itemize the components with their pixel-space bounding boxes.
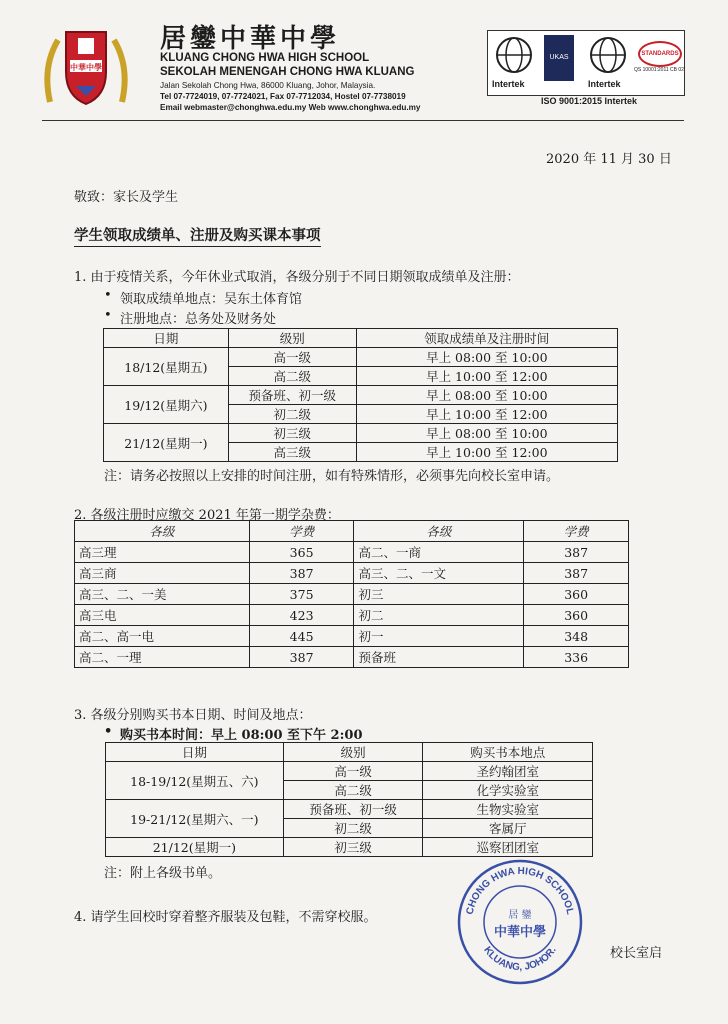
column-header: 级别 bbox=[228, 329, 356, 348]
table-header-row bbox=[104, 329, 618, 348]
table-header-row bbox=[75, 521, 629, 542]
fees-table bbox=[74, 520, 629, 668]
standards-code: QS 10001:2011 CB 02 bbox=[634, 67, 684, 73]
book-purchase-table bbox=[105, 742, 593, 857]
location-cell: 客属厅 bbox=[423, 819, 593, 838]
grade-cell: 高三理 bbox=[75, 542, 250, 563]
fee-cell: 445 bbox=[249, 626, 354, 647]
fee-cell: 387 bbox=[524, 542, 629, 563]
table-row bbox=[75, 647, 629, 668]
school-stamp-seal bbox=[456, 858, 584, 986]
grade-cell: 高二、一理 bbox=[75, 647, 250, 668]
iso-label: ISO 9001:2015 Intertek bbox=[541, 96, 638, 106]
grade-cell: 高三、二、一文 bbox=[354, 563, 524, 584]
fee-cell: 387 bbox=[524, 563, 629, 584]
paragraph-1: 1. 由于疫情关系，今年休业式取消，各级分别于不同日期领取成绩单及注册： bbox=[74, 270, 520, 285]
stamp-bottom-text: KLUANG, JOHOR. bbox=[481, 944, 559, 974]
table-row bbox=[75, 584, 629, 605]
school-address: Jalan Sekolah Chong Hwa, 86000 Kluang, Johor, Malaysia. bbox=[160, 81, 376, 90]
grade-cell: 初二级 bbox=[228, 405, 356, 424]
school-contact: Tel 07-7724019, 07-7724021, Fax 07-7712034, Hostel 07-7738019 bbox=[160, 92, 406, 101]
table-row bbox=[104, 386, 618, 405]
date-cell: 21/12(星期一) bbox=[104, 424, 229, 462]
time-cell: 早上 10:00 至 12:00 bbox=[356, 367, 617, 386]
grade-cell: 初二 bbox=[354, 605, 524, 626]
column-header: 各级 bbox=[354, 521, 524, 542]
date-cell: 18-19/12(星期五、六) bbox=[106, 762, 284, 800]
bullet-register-location: • 注册地点：总务处及财务处 bbox=[120, 308, 276, 327]
svg-text:KLUANG, JOHOR. bbox=[481, 945, 558, 973]
letter-title: 学生领取成绩单、注册及购买课本事项 bbox=[74, 224, 321, 247]
date-cell: 18/12(星期五) bbox=[104, 348, 229, 386]
time-cell: 早上 08:00 至 10:00 bbox=[356, 348, 617, 367]
column-header: 学费 bbox=[524, 521, 629, 542]
school-email-web: Email webmaster@chonghwa.edu.my Web www.chonghwa.edu.my bbox=[160, 103, 421, 112]
stamp-center-top: 居 鑾 bbox=[508, 910, 532, 921]
fee-cell: 360 bbox=[524, 584, 629, 605]
school-name-english: KLUANG CHONG HWA HIGH SCHOOL bbox=[160, 52, 370, 64]
grade-cell: 高一级 bbox=[228, 348, 356, 367]
time-cell: 早上 10:00 至 12:00 bbox=[356, 405, 617, 424]
fee-cell: 387 bbox=[249, 647, 354, 668]
school-name-malay: SEKOLAH MENENGAH CHONG HWA KLUANG bbox=[160, 66, 415, 78]
stamp-ring-text: CHONG HWA HIGH SCHOOL bbox=[464, 865, 576, 916]
time-cell: 早上 08:00 至 10:00 bbox=[356, 424, 617, 443]
grade-cell: 初一 bbox=[354, 626, 524, 647]
column-header: 购买书本地点 bbox=[423, 743, 593, 762]
table-row bbox=[104, 424, 618, 443]
intertek-globe-icon bbox=[588, 35, 628, 77]
grade-cell: 预备班、初一级 bbox=[283, 800, 423, 819]
column-header: 领取成绩单及注册时间 bbox=[356, 329, 617, 348]
certification-logos bbox=[487, 30, 685, 96]
date-cell: 19-21/12(星期六、一) bbox=[106, 800, 284, 838]
column-header: 级别 bbox=[283, 743, 423, 762]
bullet-book-time: • 购买书本时间：早上 08:00 至下午 2:00 bbox=[120, 724, 363, 743]
column-header: 各级 bbox=[75, 521, 250, 542]
letter-date: 2020 年 11 月 30 日 bbox=[546, 152, 672, 167]
grade-cell: 高二级 bbox=[228, 367, 356, 386]
ukas-badge: UKAS bbox=[544, 35, 574, 81]
standards-badge: STANDARDS bbox=[638, 41, 682, 67]
grade-cell: 初三级 bbox=[228, 424, 356, 443]
fee-cell: 387 bbox=[249, 563, 354, 584]
bullet-report-location: • 领取成绩单地点：吴东土体育馆 bbox=[120, 288, 302, 307]
paragraph-3: 3. 各级分别购买书本日期、时间及地点： bbox=[74, 708, 312, 723]
grade-cell: 高二级 bbox=[283, 781, 423, 800]
time-cell: 早上 10:00 至 12:00 bbox=[356, 443, 617, 462]
school-name-chinese: 居鑾中華中學 bbox=[160, 24, 341, 54]
fee-cell: 336 bbox=[524, 647, 629, 668]
grade-cell: 高三电 bbox=[75, 605, 250, 626]
table-row bbox=[75, 605, 629, 626]
grade-cell: 高一级 bbox=[283, 762, 423, 781]
header-divider bbox=[42, 120, 684, 121]
fee-cell: 365 bbox=[249, 542, 354, 563]
grade-cell: 高三、二、一美 bbox=[75, 584, 250, 605]
paragraph-4: 4. 请学生回校时穿着整齐服装及包鞋，不需穿校服。 bbox=[74, 910, 377, 925]
note-registration: 注：请务必按照以上安排的时间注册，如有特殊情形，必须事先向校长室申请。 bbox=[104, 469, 560, 484]
fee-cell: 375 bbox=[249, 584, 354, 605]
grade-cell: 高三商 bbox=[75, 563, 250, 584]
signature-office: 校长室启 bbox=[610, 946, 663, 961]
registration-schedule-table bbox=[103, 328, 618, 462]
table-row bbox=[75, 626, 629, 647]
location-cell: 巡察团团室 bbox=[423, 838, 593, 857]
cert-label-3: Intertek bbox=[588, 79, 621, 89]
fee-cell: 360 bbox=[524, 605, 629, 626]
table-header-row bbox=[106, 743, 593, 762]
location-cell: 化学实验室 bbox=[423, 781, 593, 800]
location-cell: 圣约翰团室 bbox=[423, 762, 593, 781]
date-cell: 19/12(星期六) bbox=[104, 386, 229, 424]
grade-cell: 初二级 bbox=[283, 819, 423, 838]
grade-cell: 初三 bbox=[354, 584, 524, 605]
grade-cell: 高二、高一电 bbox=[75, 626, 250, 647]
grade-cell: 高三级 bbox=[228, 443, 356, 462]
table-row bbox=[106, 800, 593, 819]
fee-cell: 423 bbox=[249, 605, 354, 626]
table-row bbox=[75, 563, 629, 584]
grade-cell: 初三级 bbox=[283, 838, 423, 857]
paragraph-2: 2. 各级注册时应缴交 2021 年第一期学杂费： bbox=[74, 508, 340, 523]
intertek-globe-icon bbox=[494, 35, 534, 77]
grade-cell: 预备班 bbox=[354, 647, 524, 668]
column-header: 日期 bbox=[104, 329, 229, 348]
fee-cell: 348 bbox=[524, 626, 629, 647]
table-row bbox=[106, 762, 593, 781]
note-booklist: 注：附上各级书单。 bbox=[104, 866, 222, 881]
column-header: 学费 bbox=[249, 521, 354, 542]
date-cell: 21/12(星期一) bbox=[106, 838, 284, 857]
time-cell: 早上 08:00 至 10:00 bbox=[356, 386, 617, 405]
table-row bbox=[106, 838, 593, 857]
crest-text: 中華中學 bbox=[70, 62, 102, 72]
stamp-center: 中華中學 bbox=[493, 925, 547, 940]
salutation: 敬致：家长及学生 bbox=[74, 190, 179, 205]
school-crest-logo bbox=[40, 22, 132, 114]
grade-cell: 预备班、初一级 bbox=[228, 386, 356, 405]
table-row bbox=[104, 348, 618, 367]
location-cell: 生物实验室 bbox=[423, 800, 593, 819]
column-header: 日期 bbox=[106, 743, 284, 762]
cert-label-1: Intertek bbox=[492, 79, 525, 89]
grade-cell: 高二、一商 bbox=[354, 542, 524, 563]
table-row bbox=[75, 542, 629, 563]
